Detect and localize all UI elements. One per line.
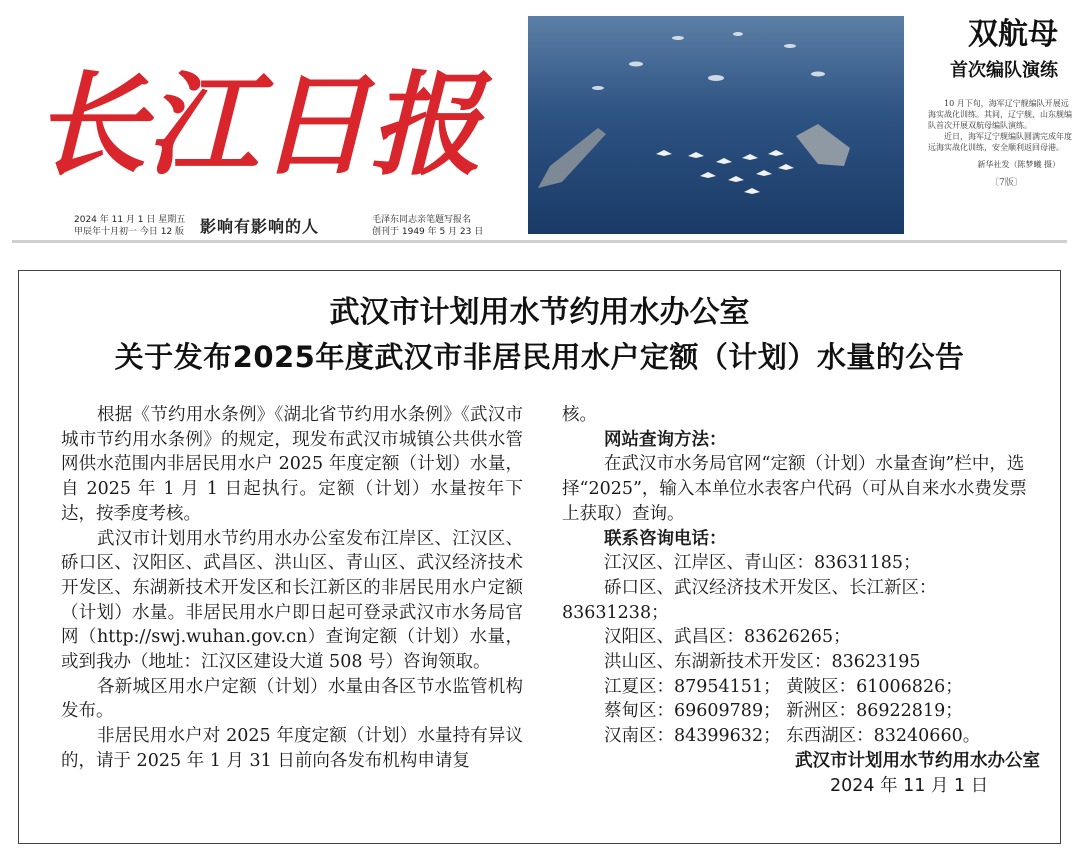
feature-paragraph: 10 月下旬，海军辽宁舰编队开展远海实战化训练。其间，辽宁舰、山东舰编队首次开展双航母编队演练。 bbox=[928, 99, 1072, 130]
contact-line: 洪山区、东湖新技术开发区：83623195 bbox=[604, 652, 921, 673]
notice-paragraph: 各新城区用水户定额（计划）水量由各区节水监管机构发布。 bbox=[61, 676, 523, 722]
feature-subhead: 首次编队演练 bbox=[950, 60, 1058, 81]
masthead-divider bbox=[12, 240, 1067, 243]
inscription-note: 毛泽东同志亲笔题写报名 bbox=[372, 215, 472, 225]
feature-headline: 双航母 bbox=[968, 17, 1058, 52]
notice-paragraph: 武汉市计划用水节约用水办公室发布江岸区、江汉区、硚口区、汉阳区、武昌区、洪山区、青山区、武汉经济技术开发区、东湖新技术开发区和长江新区的非居民用水户定额（计划）水量。非居民用水户即日起可登录武汉市水务局官网（http://swj.wuhan.gov.cn）查询定额（计划）水量，或到我办（地址：江汉区建设大道 508 号）咨询领取。 bbox=[61, 528, 523, 673]
contact-line: 江夏区：87954151； 黄陂区：61006826； bbox=[604, 676, 963, 697]
contact-line: 江汉区、江岸区、青山区：83631185； bbox=[604, 553, 921, 574]
founded-note: 创刊于 1949 年 5 月 23 日 bbox=[372, 227, 484, 237]
carrier-photo bbox=[528, 16, 904, 234]
notice-date: 2024 年 11 月 1 日 bbox=[830, 775, 989, 796]
notice-signature: 武汉市计划用水节约用水办公室 bbox=[795, 750, 1040, 771]
notice-title-line1: 武汉市计划用水节约用水办公室 bbox=[329, 295, 750, 330]
slogan: 影响有影响的人 bbox=[200, 217, 320, 236]
contact-line: 蔡甸区：69609789； 新洲区：86922819； bbox=[604, 701, 963, 722]
notice-right-column bbox=[562, 403, 1042, 798]
page-reference: 〔7版〕 bbox=[990, 178, 1023, 188]
founding-block bbox=[372, 214, 483, 238]
issue-date: 2024 年 11 月 1 日 星期五 bbox=[74, 215, 186, 225]
contact-line: 硚口区、武汉经济技术开发区、长江新区：83631238； bbox=[562, 577, 937, 623]
website-heading: 网站查询方法： bbox=[604, 429, 727, 450]
svg-text:长江日报: 长江日报 bbox=[34, 60, 482, 191]
newspaper-logo bbox=[34, 14, 504, 204]
notice-left-column bbox=[61, 403, 523, 774]
notice-paragraph: 根据《节约用水条例》《湖北省节约用水条例》《武汉市城市节约用水条例》的规定，现发布武汉市城镇公共供水管网供水范围内非居民用水户 2025 年度定额（计划）水量，自 2025 年 1 月 1 日起执行。定额（计划）水量按年下达，按季度考核。 bbox=[61, 405, 523, 524]
feature-news bbox=[912, 16, 1072, 236]
photo-credit: 新华社发（陈梦曦 摄） bbox=[977, 160, 1060, 169]
contact-heading: 联系咨询电话： bbox=[604, 528, 727, 549]
public-notice bbox=[18, 270, 1061, 844]
notice-paragraph: 非居民用水户对 2025 年度定额（计划）水量持有异议的，请于 2025 年 1 月 31 日前向各发布机构申请复 bbox=[61, 726, 523, 771]
notice-continuation: 核。 bbox=[562, 405, 597, 425]
notice-title bbox=[19, 291, 1060, 379]
notice-title-line2: 关于发布2025年度武汉市非居民用水户定额（计划）水量的公告 bbox=[114, 340, 965, 374]
contact-line: 汉阳区、武昌区：83626265； bbox=[604, 627, 851, 648]
issue-date-block bbox=[74, 214, 185, 238]
newspaper-logo-calligraphy bbox=[34, 14, 504, 204]
feature-body bbox=[912, 98, 1072, 189]
contact-line: 汉南区：84399632； 东西湖区：83240660。 bbox=[604, 726, 981, 747]
lunar-date: 甲辰年十月初一 今日 12 版 bbox=[74, 227, 185, 237]
website-instructions: 在武汉市水务局官网“定额（计划）水量查询”栏中，选择“2025”，输入本单位水表客户代码（可从自来水水费发票上获取）查询。 bbox=[562, 454, 1027, 524]
feature-paragraph: 近日，海军辽宁舰编队圆满完成年度远海实战化训练，安全顺利返回母港。 bbox=[928, 132, 1072, 152]
masthead bbox=[0, 0, 1079, 240]
